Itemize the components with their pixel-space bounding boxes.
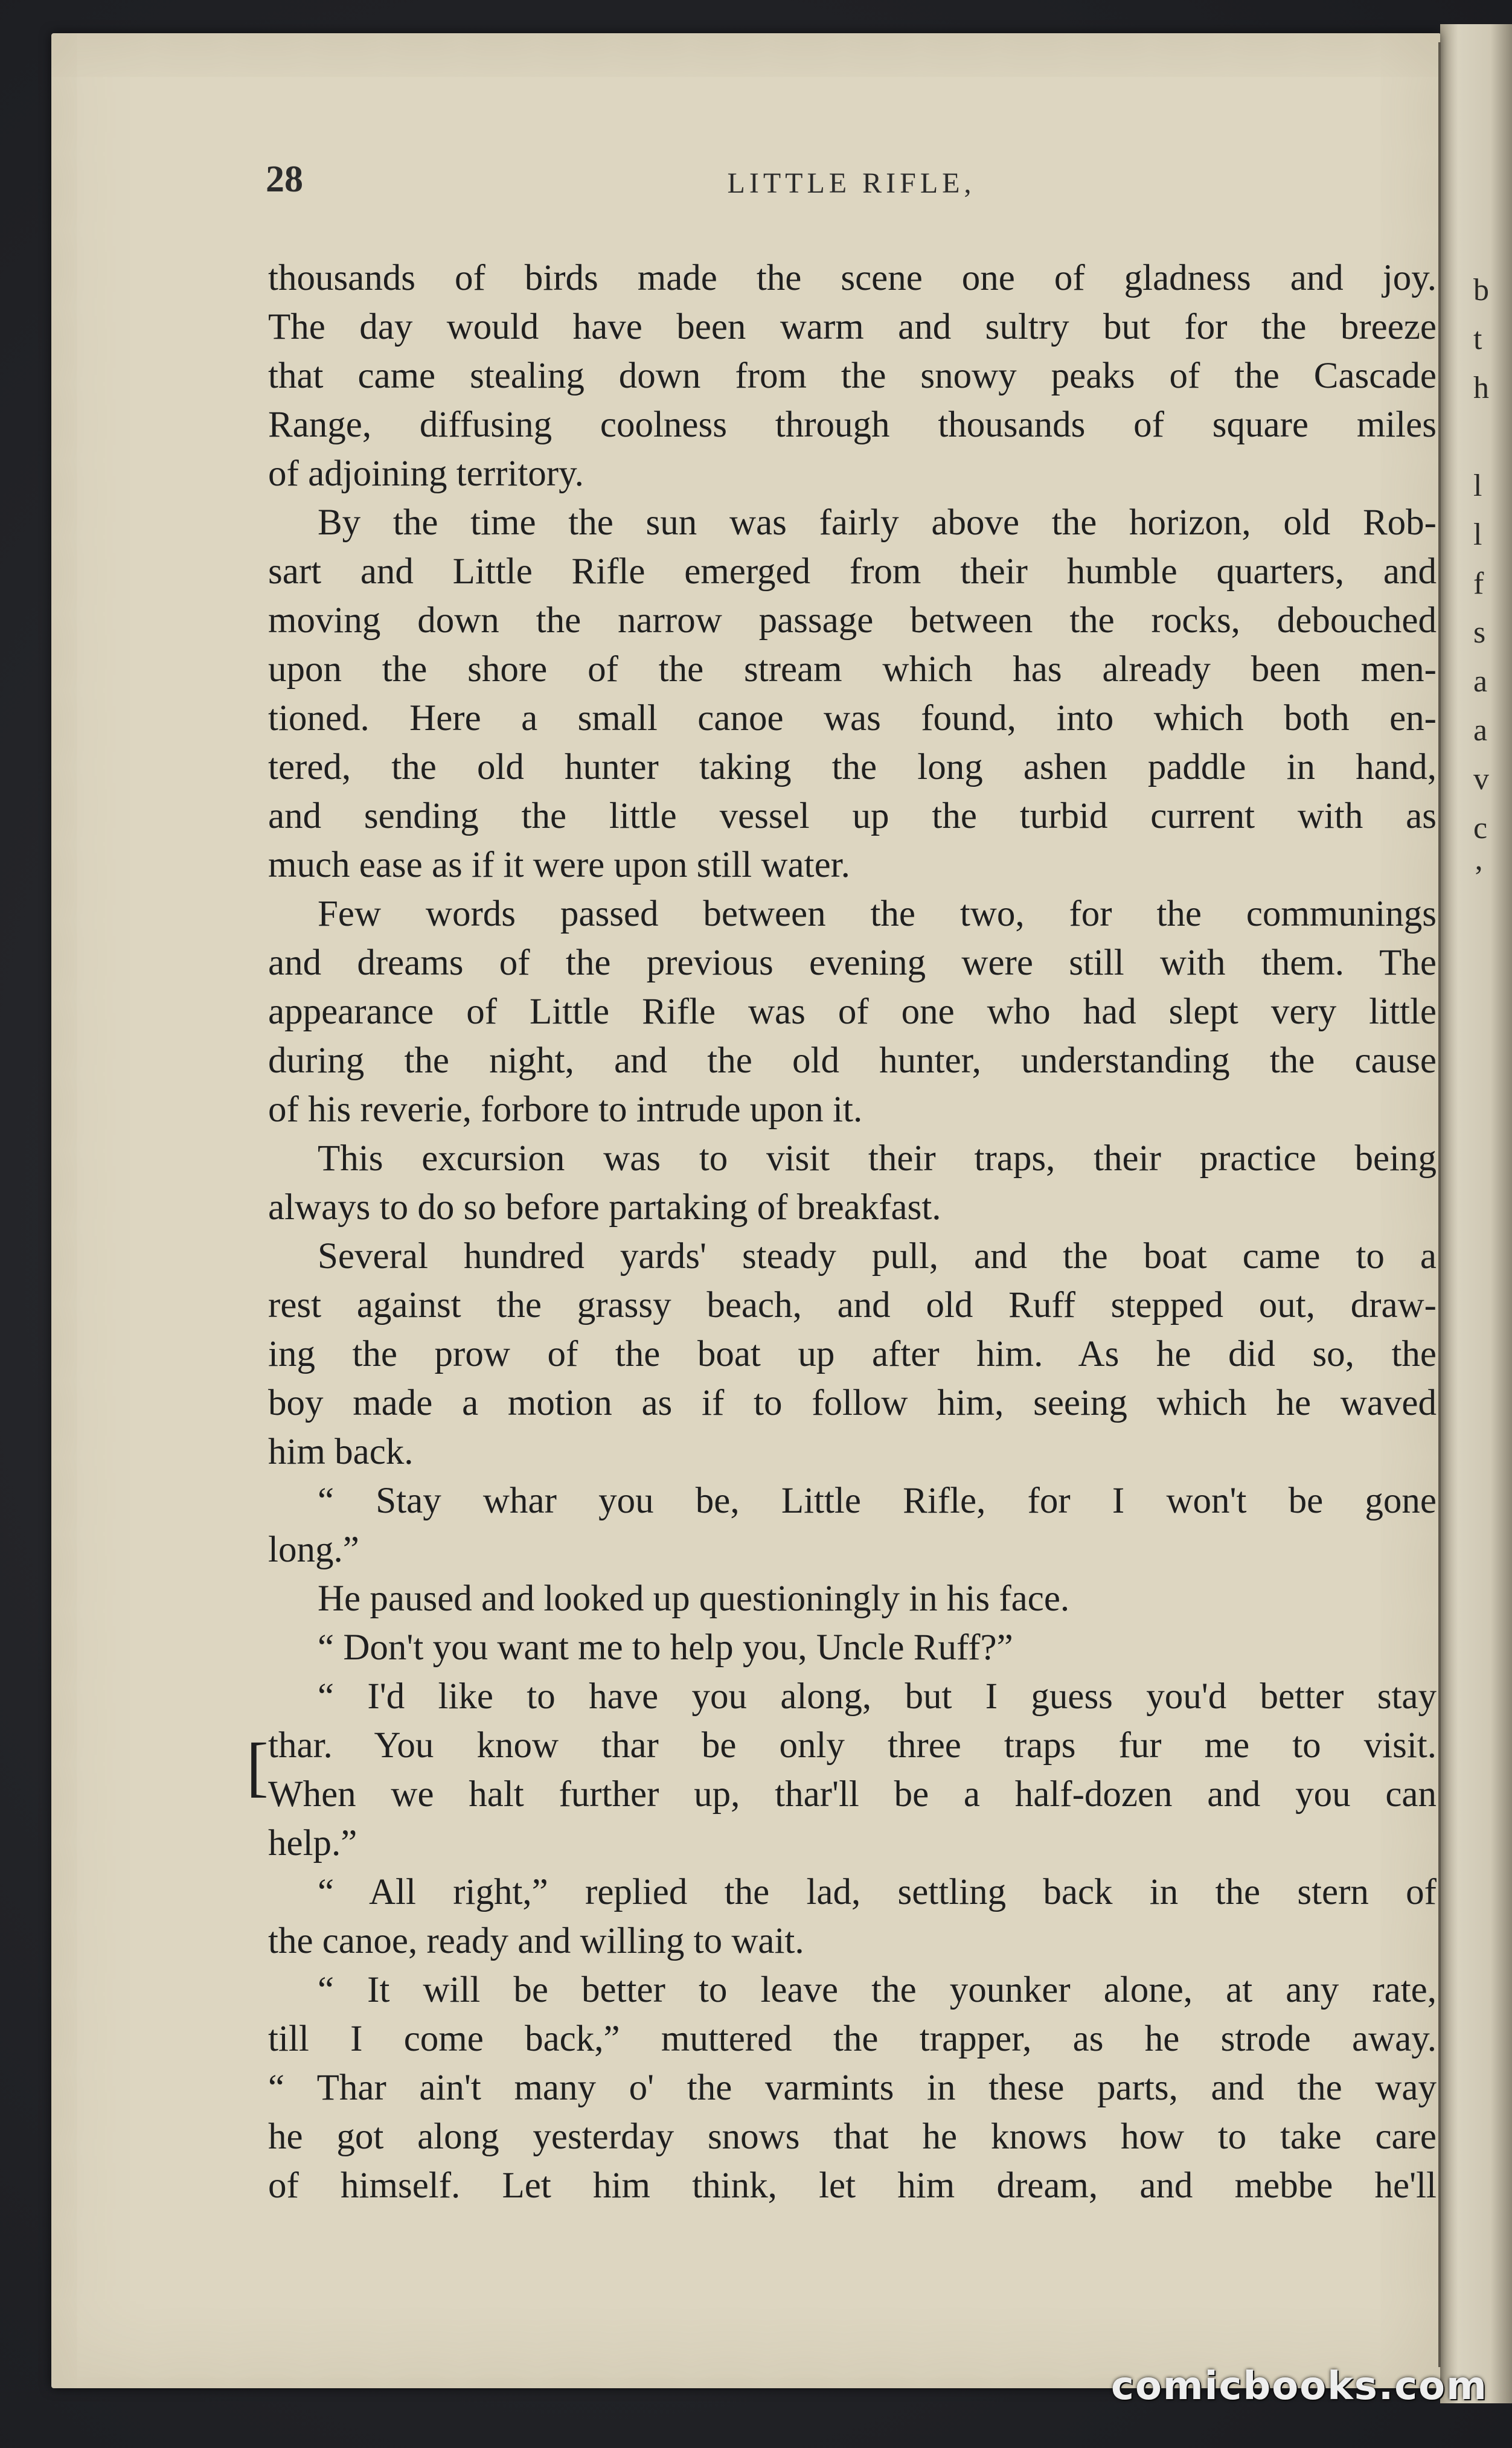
body-text [268, 254, 1437, 2210]
text-line: ing the prow of the boat up after him. As he did so, the [268, 1334, 1437, 1374]
text-line: Several hundred yards' steady pull, and the boat came to a [318, 1236, 1437, 1277]
next-page-letters [1473, 266, 1510, 902]
text-line: of adjoining territory. [268, 453, 584, 494]
text-line: “ Stay whar you be, Little Rifle, for I won't be gone [318, 1481, 1437, 1521]
text-line: appearance of Little Rifle was of one who had slept very little [268, 992, 1437, 1032]
next-page-letter: f [1473, 566, 1484, 601]
text-line: and dreams of the previous evening were still with them. The [268, 943, 1437, 983]
text-line: “ It will be better to leave the younker alone, at any rate, [318, 1970, 1437, 2010]
text-line: during the night, and the old hunter, understanding the cause [268, 1040, 1437, 1081]
text-line: “ Don't you want me to help you, Uncle Ruff?” [318, 1627, 1013, 1668]
text-line: that came stealing down from the snowy peaks of the Cascade [268, 356, 1437, 396]
watermark: comicbooks.com [1111, 2364, 1488, 2409]
text-line: When we halt further up, thar'll be a half-dozen and you can [268, 1774, 1437, 1815]
text-line: “ I'd like to have you along, but I guess you'd better stay [318, 1676, 1437, 1717]
text-line: sart and Little Rifle emerged from their humble quarters, and [268, 551, 1437, 592]
text-line: upon the shore of the stream which has already been men- [268, 649, 1437, 690]
text-line: long.” [268, 1530, 359, 1570]
text-line: and sending the little vessel up the turbid current with as [268, 796, 1437, 836]
running-head: LITTLE RIFLE, [727, 167, 976, 199]
next-page-letter: v [1473, 762, 1489, 796]
text-line: him back. [268, 1432, 414, 1472]
next-page-letter [1473, 412, 1510, 461]
next-page-letter: l [1473, 469, 1482, 503]
text-line: he got along yesterday snows that he knows how to take care [268, 2116, 1437, 2157]
text-line: help.” [268, 1823, 357, 1863]
text-line: boy made a motion as if to follow him, seeing which he waved [268, 1383, 1437, 1423]
next-page-letter: h [1473, 371, 1489, 405]
text-line: thousands of birds made the scene one of gladness and joy. [268, 258, 1437, 298]
text-line: By the time the sun was fairly above the horizon, old Rob- [318, 502, 1437, 543]
text-line: till I come back,” muttered the trapper, as he strode away. [268, 2019, 1437, 2059]
margin-bracket-mark: [ [246, 1729, 269, 1803]
next-page-letter: ’ [1473, 860, 1484, 894]
text-line: rest against the grassy beach, and old Ruff stepped out, draw- [268, 1285, 1437, 1325]
text-line: He paused and looked up questioningly in his face. [318, 1578, 1070, 1619]
next-page-letter: c [1473, 811, 1488, 845]
text-line: tioned. Here a small canoe was found, into which both en- [268, 698, 1437, 739]
text-line: This excursion was to visit their traps, their practice being [318, 1138, 1437, 1179]
text-line: the canoe, ready and willing to wait. [268, 1921, 804, 1961]
text-line: of his reverie, forbore to intrude upon it. [268, 1089, 863, 1130]
text-line: moving down the narrow passage between the rocks, debouched [268, 600, 1437, 641]
binding-crease [1438, 42, 1441, 2367]
text-line: tered, the old hunter taking the long ashen paddle in hand, [268, 747, 1437, 787]
next-page-letter: b [1473, 273, 1489, 307]
text-line: thar. You know thar be only three traps fur me to visit. [268, 1725, 1437, 1766]
next-page-letter: l [1473, 517, 1482, 552]
text-line: much ease as if it were upon still water. [268, 845, 850, 885]
text-line: Range, diffusing coolness through thousands of square miles [268, 405, 1437, 445]
next-page-letter: a [1473, 713, 1488, 748]
text-line: Few words passed between the two, for the communings [318, 894, 1437, 934]
text-line: of himself. Let him think, let him dream, and mebbe he'll [268, 2165, 1437, 2206]
text-line: “ All right,” replied the lad, settling back in the stern of [318, 1872, 1437, 1912]
text-line: always to do so before partaking of breakfast. [268, 1187, 941, 1228]
text-line: “ Thar ain't many o' the varmints in these parts, and the way [268, 2068, 1437, 2108]
page-header [266, 158, 1437, 207]
next-page-letter: a [1473, 664, 1488, 699]
next-page-letter: s [1473, 615, 1486, 650]
page-number: 28 [266, 159, 303, 200]
next-page-letter: t [1473, 322, 1482, 356]
text-line: The day would have been warm and sultry but for the breeze [268, 307, 1437, 347]
